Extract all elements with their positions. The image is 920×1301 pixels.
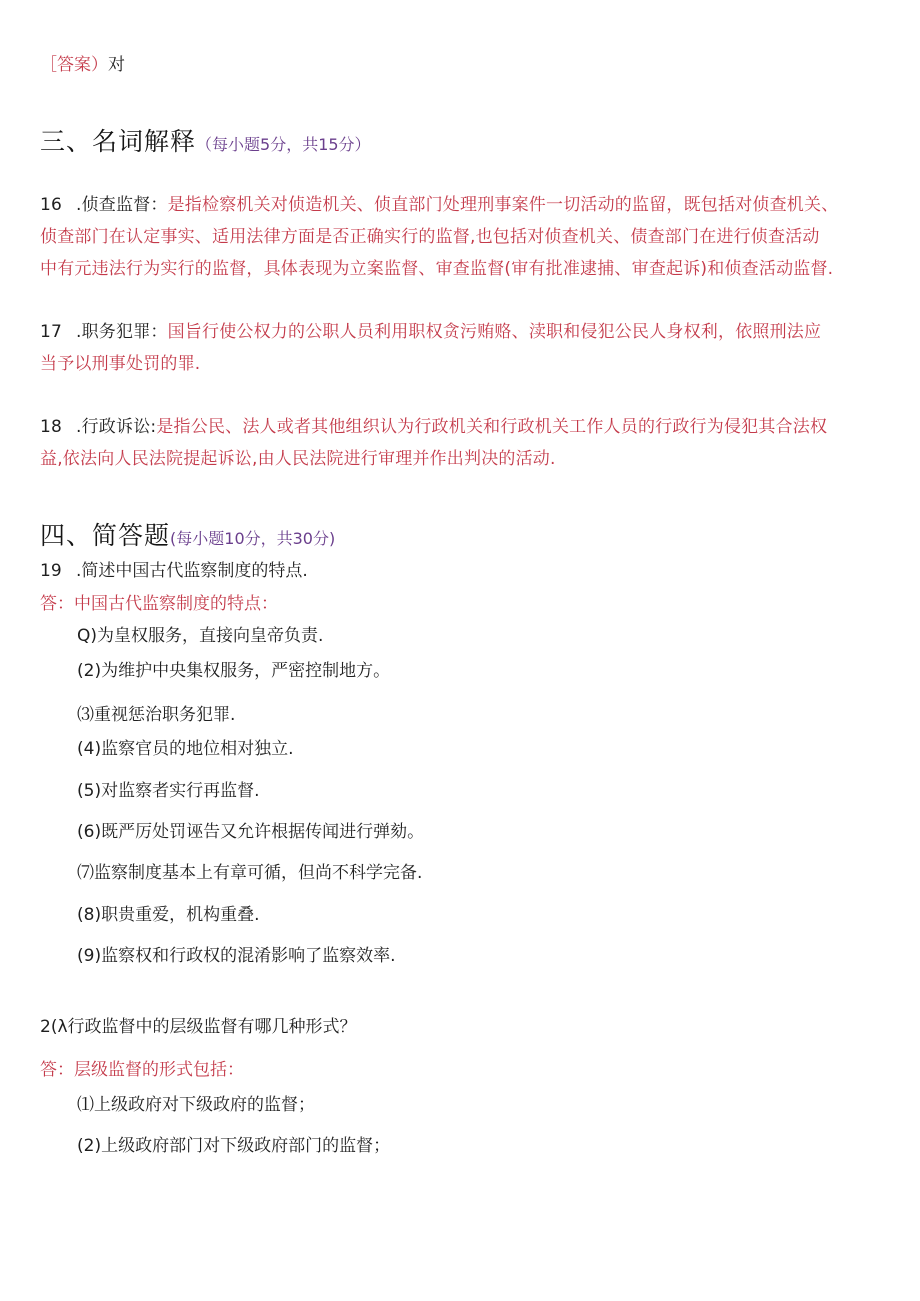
q20-item-2: (2)上级政府部门对下级政府部门的监督； — [77, 1136, 391, 1156]
question-18-definition-1: 是指公民、法人或者其他组织认为行政机关和行政机关工作人员的行政行为侵犯其合法权 — [156, 417, 828, 437]
question-19-number: 19 — [40, 561, 62, 581]
question-18-line-1 — [40, 411, 827, 443]
answer-bracket-label: ［答案） — [40, 55, 108, 75]
question-18-definition-2: 益,依法向人民法院提起诉讼,由人民法院进行审理并作出判决的活动. — [40, 449, 556, 469]
question-16-term: .侦查监督： — [76, 195, 168, 215]
q19-item-5: (5)对监察者实行再监督. — [77, 781, 260, 801]
question-16-number: 16 — [40, 195, 63, 215]
question-19-answer-label: 答：中国古代监察制度的特点： — [40, 594, 278, 614]
question-17-definition-2: 当予以刑事处罚的罪. — [40, 354, 201, 374]
q20-item-1: ⑴上级政府对下级政府的监督； — [77, 1095, 315, 1115]
section-3-heading — [40, 122, 371, 158]
section-4-heading — [40, 516, 335, 552]
section-4-title: 四、简答题 — [40, 521, 171, 550]
question-18-term: .行政诉讼: — [76, 417, 157, 437]
q19-item-3: ⑶重视惩治职务犯罪. — [77, 705, 236, 725]
question-17-number: 17 — [40, 322, 63, 342]
question-20-answer-label: 答：层级监督的形式包括： — [40, 1060, 244, 1080]
question-18 — [40, 411, 827, 475]
question-16-definition-3: 中有元违法行为实行的监督，具体表现为立案监督、审查监督(审有批准逮捕、审查起诉)和侦查活动监督. — [40, 259, 834, 279]
question-16 — [40, 189, 838, 285]
question-17-definition-1: 国旨行使公权力的公职人员利用职权贪污贿赂、渎职和侵犯公民人身权利，依照刑法应 — [167, 322, 822, 342]
section-3-note: （每小题5分，共15分） — [196, 135, 371, 154]
section-3-title: 三、名词解释 — [40, 127, 197, 156]
q19-item-7: ⑺监察制度基本上有章可循，但尚不科学完备. — [77, 863, 423, 883]
q19-item-2: (2)为维护中央集权服务，严密控制地方。 — [77, 661, 391, 681]
q19-item-4: (4)监察官员的地位相对独立. — [77, 739, 294, 759]
question-18-number: 18 — [40, 417, 63, 437]
q19-item-1: Q)为皇权服务，直接向皇帝负责. — [77, 626, 324, 646]
answer-value: 对 — [108, 55, 125, 75]
question-17-term: .职务犯罪： — [76, 322, 168, 342]
question-19 — [40, 556, 308, 581]
question-16-definition-1: 是指检察机关对侦造机关、侦直部门处理刑事案件一切活动的监留，既包括对侦查机关、 — [167, 195, 839, 215]
q19-item-8: (8)职贵重爱，机构重叠. — [77, 905, 260, 925]
question-17 — [40, 316, 821, 380]
q19-item-9: (9)监察权和行政权的混淆影响了监察效率. — [77, 946, 396, 966]
question-19-text: .简述中国古代监察制度的特点. — [76, 561, 308, 581]
section-4-note: (每小题10分，共30分) — [170, 529, 336, 548]
q19-item-6: (6)既严厉处罚诬告又允许根据传闻进行弹劾。 — [77, 822, 425, 842]
question-16-line-1 — [40, 189, 838, 221]
previous-answer — [40, 50, 125, 75]
question-16-definition-2: 侦查部门在认定事实、适用法律方面是否正确实行的监督,也包括对侦查机关、债查部门在进行侦查活动 — [40, 227, 820, 247]
question-17-line-1 — [40, 316, 821, 348]
question-20-text: 2(λ行政监督中的层级监督有哪几种形式？ — [40, 1017, 357, 1037]
